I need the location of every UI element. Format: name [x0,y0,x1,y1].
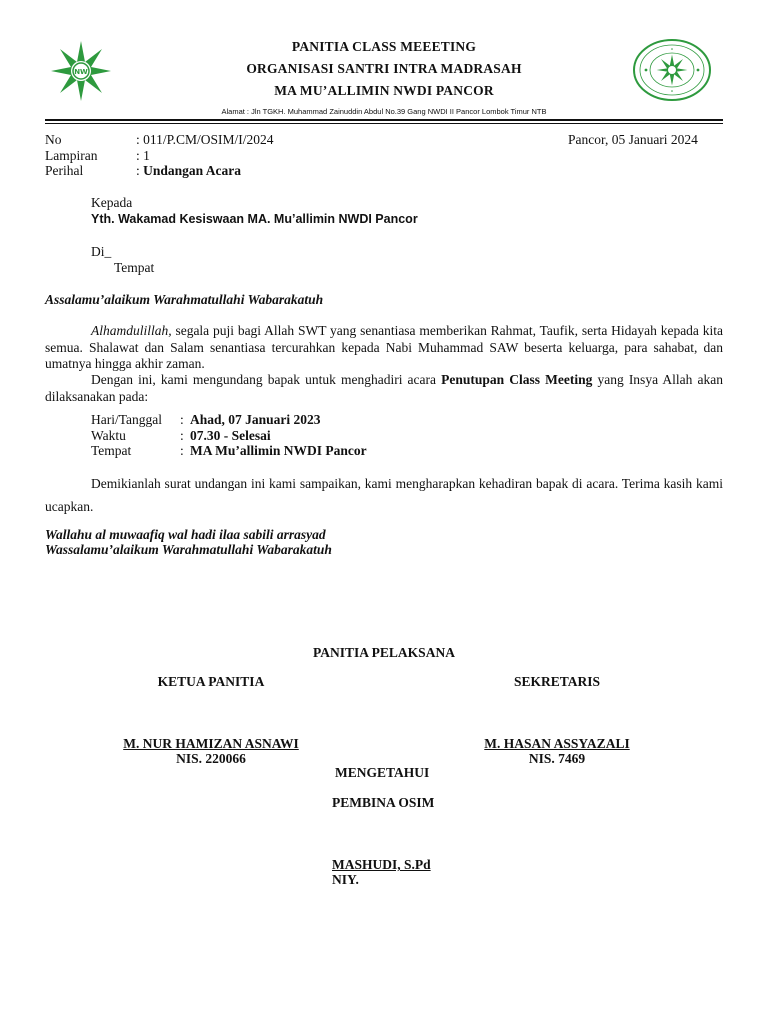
invitation-text-end: yang Insya Allah akan dilaksanakan pada: [45,372,723,404]
header-rule-thick [45,119,723,121]
chair-nis: NIS. 220066 [176,751,246,766]
detail-value-date: Ahad, 07 Januari 2023 [190,412,321,427]
perihal-colon: : [136,163,144,178]
secretary-title: SEKRETARIS [513,674,601,689]
paragraph-opening [45,323,723,373]
detail-value-place: MA Mu’allimin NWDI Pancor [190,443,367,458]
detail-colon-time: : [180,428,184,443]
header-rule-thin [45,123,723,124]
advisor-niy: NIY. [332,872,359,887]
detail-label-time: Waktu [91,428,126,443]
address: Alamat : Jln TGKH. Muhammad Zainuddin Abdul No.39 Gang NWDI II Pancor Lombok Timur NTB [221,107,547,116]
perihal-value: Undangan Acara [143,163,242,178]
committee-title: PANITIA CLASS MEEETING [291,39,477,54]
greeting: Assalamu’alaikum Warahmatullahi Wabarakatuh [45,292,324,307]
detail-colon-date: : [180,412,184,427]
advisor-title: PEMBINA OSIM [332,795,435,810]
svg-text:NW: NW [74,68,88,76]
acknowledged-label: MENGETAHUI [335,765,430,780]
event-name: Penutupan Class Meeting [441,372,593,387]
invitation-text-start: Dengan ini, kami mengundang bapak untuk menghadiri acara [91,372,442,387]
recipient-name: Yth. Wakamad Kesiswaan MA. Mu’allimin NWDI Pancor [91,212,418,226]
chair-name: M. NUR HAMIZAN ASNAWI [123,736,299,751]
paragraph-opening-text: segala puji bagi Allah SWT yang senantiasa memberikan Rahmat, Taufik, serta Hidayah kepada kita semua. Shalawat dan Salam senantiasa tercurahkan kepada Nabi Muhammad SAW beserta keluarga, para sahabat, dan umatnya hingga akhir zaman. [45,323,723,371]
paragraph-opening-italic: Alhamdulillah, [91,323,172,338]
tempat-label: Tempat [114,260,155,275]
perihal-row [136,163,241,179]
detail-value-time: 07.30 - Selesai [190,428,271,443]
no-value: : 011/P.CM/OSIM/I/2024 [136,132,274,147]
place-date: Pancor, 05 Januari 2024 [568,132,698,147]
organization-title: ORGANISASI SANTRI INTRA MADRASAH [246,61,522,76]
di-label: Di_ [91,244,112,259]
advisor-name: MASHUDI, S.Pd [332,857,431,872]
no-label: No [45,132,62,147]
detail-colon-place: : [180,443,184,458]
committee-heading: PANITIA PELAKSANA [313,645,455,660]
perihal-label: Perihal [45,163,84,178]
detail-label-date: Hari/Tanggal [91,412,163,427]
secretary-name: M. HASAN ASSYAZALI [484,736,630,751]
paragraph-invitation [45,372,723,405]
paragraph-closing: Demikianlah surat undangan ini kami sampaikan, kami mengharapkan kehadiran bapak di acara. Terima kasih kami ucapkan. [45,476,723,514]
school-title: MA MU’ALLIMIN NWDI PANCOR [274,83,494,98]
detail-label-place: Tempat [91,443,132,458]
kepada: Kepada [91,195,133,210]
secretary-nis: NIS. 7469 [528,751,586,766]
lampiran-value: : 1 [136,148,150,163]
closing-greeting: Wassalamu’alaikum Warahmatullahi Wabarakatuh [45,542,332,557]
closing-prayer: Wallahu al muwaafiq wal hadi ilaa sabili arrasyad [45,527,326,542]
chair-title: KETUA PANITIA [157,674,265,689]
lampiran-label: Lampiran [45,148,98,163]
